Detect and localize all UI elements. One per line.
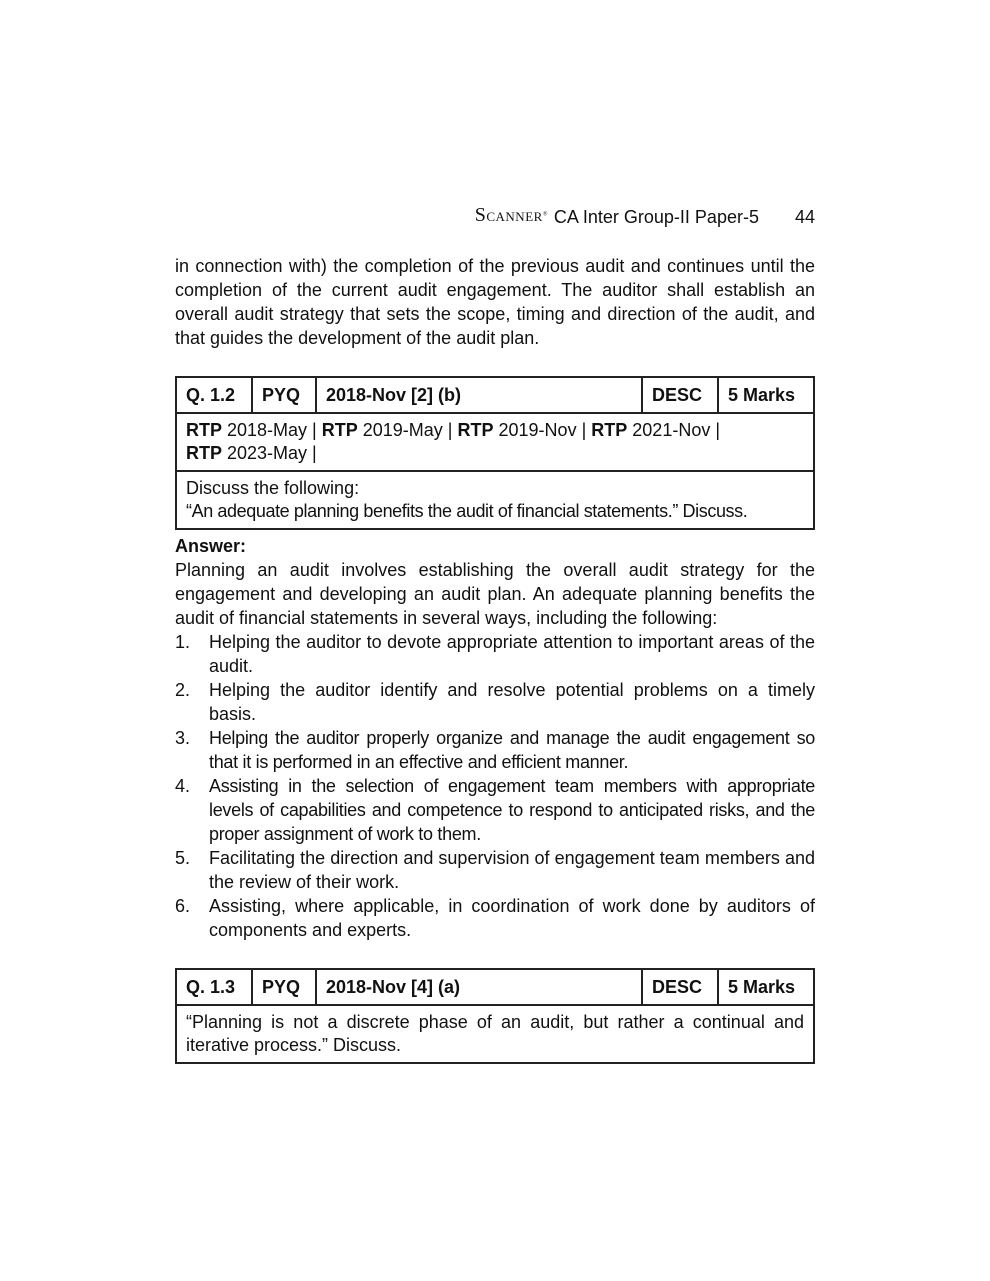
question-text xyxy=(176,471,814,529)
rtp-label: RTP xyxy=(186,420,222,440)
answer-points xyxy=(175,630,815,942)
rtp-label: RTP xyxy=(457,420,494,440)
intro-paragraph: in connection with) the completion of the previous audit and continues until the completion of the current audit engagement. The auditor shall establish an overall audit strategy that sets the scope, timing and direction of the audit, and that guides the development of the audit plan. xyxy=(175,256,815,348)
rtp-list xyxy=(176,413,814,471)
question-category: DESC xyxy=(642,969,718,1005)
rtp-label: RTP xyxy=(591,420,628,440)
list-number: 4. xyxy=(175,776,191,796)
question-marks: 5 Marks xyxy=(718,969,814,1005)
list-text: Helping the auditor identify and resolve potential problems on a timely basis. xyxy=(209,680,815,724)
header-title: CA Inter Group-II Paper-5 xyxy=(553,207,759,227)
answer-label: Answer: xyxy=(175,536,247,556)
list-text: Assisting, where applicable, in coordination of work done by auditors of components and experts. xyxy=(209,896,815,940)
question-type: PYQ xyxy=(252,969,316,1005)
question-header-row xyxy=(176,969,814,1005)
question-header-row xyxy=(176,377,814,413)
list-item xyxy=(175,678,815,726)
list-number: 3. xyxy=(175,728,191,748)
question-table-1-3 xyxy=(175,968,815,1064)
question-text: “Planning is not a discrete phase of an audit, but rather a continual and iterative process.” Discuss. xyxy=(176,1005,814,1063)
page-number: 44 xyxy=(794,207,815,227)
question-number: Q. 1.3 xyxy=(176,969,252,1005)
rtp-label: RTP xyxy=(186,443,222,463)
rtp-value: 2019-May | xyxy=(362,420,453,440)
question-type: PYQ xyxy=(252,377,316,413)
rtp-value: 2019-Nov | xyxy=(498,420,587,440)
rtp-value: 2021-Nov | xyxy=(632,420,721,440)
answer-intro: Planning an audit involves establishing the overall audit strategy for the engagement and developing an audit plan. An adequate planning benefits the audit of financial statements in several ways, including the following: xyxy=(175,560,815,628)
question-body-row xyxy=(176,1005,814,1063)
question-exam: 2018-Nov [2] (b) xyxy=(316,377,642,413)
list-item xyxy=(175,774,815,846)
question-line: “An adequate planning benefits the audit of financial statements.” Discuss. xyxy=(186,501,748,521)
list-number: 2. xyxy=(175,680,191,700)
question-number: Q. 1.2 xyxy=(176,377,252,413)
question-body-row xyxy=(176,471,814,529)
answer-section xyxy=(175,534,815,942)
list-number: 1. xyxy=(175,632,191,652)
page-header xyxy=(175,206,815,229)
question-marks: 5 Marks xyxy=(718,377,814,413)
rtp-label: RTP xyxy=(321,420,358,440)
list-text: Helping the auditor properly organize and manage the audit engagement so that it is performed in an effective and efficient manner. xyxy=(209,728,815,772)
question-exam: 2018-Nov [4] (a) xyxy=(316,969,642,1005)
list-item xyxy=(175,894,815,942)
question-line: Discuss the following: xyxy=(186,478,360,498)
list-text: Assisting in the selection of engagement team members with appropriate levels of capabilities and competence to respond to anticipated risks, and the proper assignment of work to them. xyxy=(209,776,815,844)
list-text: Helping the auditor to devote appropriate attention to important areas of the audit. xyxy=(209,632,815,676)
page-content xyxy=(175,254,815,1064)
list-item xyxy=(175,846,815,894)
list-item xyxy=(175,630,815,678)
question-category: DESC xyxy=(642,377,718,413)
brand-logo: SCANNER® xyxy=(474,204,548,226)
rtp-value: 2018-May | xyxy=(227,420,317,440)
list-item xyxy=(175,726,815,774)
list-number: 5. xyxy=(175,848,191,868)
list-number: 6. xyxy=(175,896,191,916)
rtp-value: 2023-May | xyxy=(227,443,317,463)
rtp-row xyxy=(176,413,814,471)
list-text: Facilitating the direction and supervision of engagement team members and the review of their work. xyxy=(209,848,815,892)
question-table-1-2 xyxy=(175,376,815,530)
